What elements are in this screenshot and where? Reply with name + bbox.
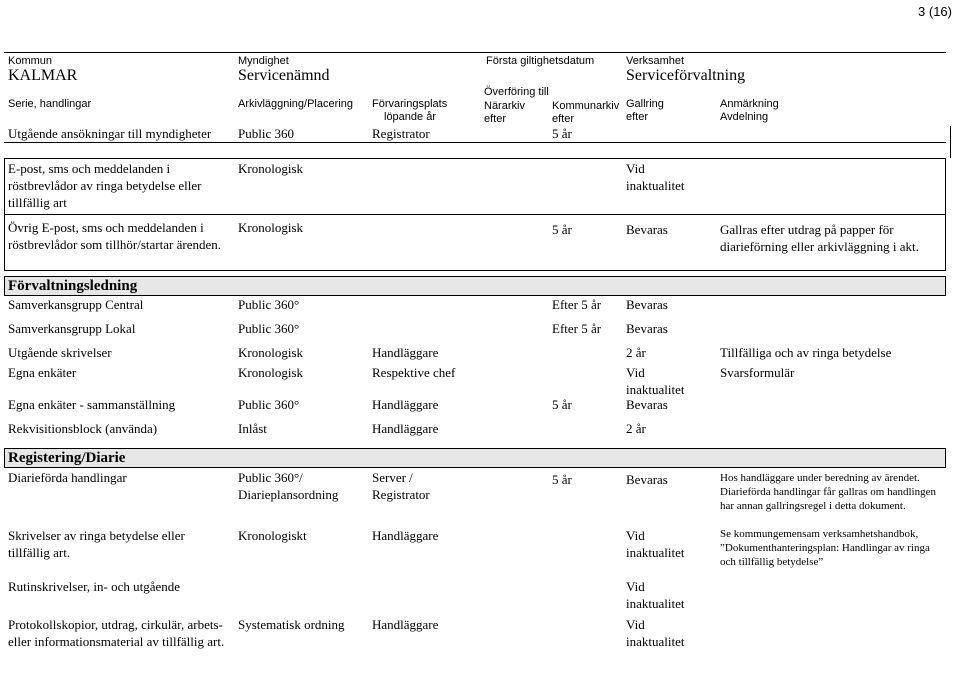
table-row: Handläggare [372,397,439,412]
myndighet-label: Myndighet [238,55,289,67]
page-number: 3 (16) [918,4,952,19]
gallring-efter: efter [626,111,649,123]
serie-label: Serie, handlingar [8,98,92,110]
verksamhet-label: Verksamhet [626,55,685,67]
section-registering-left [4,448,5,468]
anmarkning-label: Anmärkning [720,98,779,110]
table-row: Public 360° [238,321,300,336]
table-row: Utgående skrivelser [8,345,112,360]
table-row: Bevaras [626,321,668,336]
block1-left [4,158,5,270]
table-row: Bevaras [626,297,668,312]
table-row: Public 360°/ Diarieplansordning [238,470,339,502]
table-row: Samverkansgrupp Lokal [8,321,136,336]
table-row: Public 360° [238,397,300,412]
table-row: Bevaras [626,397,668,412]
kommun-value: KALMAR [8,67,78,84]
table-row: Respektive chef [372,365,456,380]
sub-arkiv: Public 360 [238,126,294,141]
block1-top [4,158,946,159]
header-bottom-rule [4,142,946,143]
kommun-label: Kommun [8,55,53,67]
section-band-forvaltning [4,276,946,295]
table-row: Diarieförda handlingar [8,470,127,485]
table-row: Skrivelser av ringa betydelse eller tillfällig art. [8,528,185,560]
section-band-registering [4,448,946,467]
table-row: Efter 5 år [552,297,602,312]
table-row: Efter 5 år [552,321,602,336]
myndighet-value: Servicenämnd [238,67,330,84]
table-row: Kronologiskt [238,528,307,543]
table-row: Systematisk ordning [238,617,345,632]
sub-ar: 5 år [552,126,572,141]
block1-mid [4,214,946,215]
table-row: Kronologisk [238,365,303,380]
table-row: Kronologisk [238,345,303,360]
table-row: Rutinskrivelser, in- och utgående [8,579,181,594]
section-forvaltning-top [4,276,946,277]
section-registering-bottom [4,467,946,468]
kommunarkiv-label: Kommunarkiv [552,100,620,112]
table-row: Inlåst [238,421,267,436]
gallring-label: Gallring [626,98,664,110]
table-row: Vid inaktualitet [626,528,685,560]
overforing-label: Överföring till [484,86,549,98]
sub-serie: Utgående ansökningar till myndigheter [8,126,212,141]
list-item: 5 år [552,222,572,237]
table-row: Svarsformulär [720,365,795,380]
table-row: Protokollskopior, utdrag, cirkulär, arbets- eller informationsmaterial av tillfällig art. [8,617,225,649]
block1-bottom [4,270,946,271]
sub-plats: Registrator [372,126,430,141]
header-top-rule [4,52,946,53]
list-item: Kronologisk [238,161,303,176]
table-row: Handläggare [372,617,439,632]
table-row: Bevaras [626,472,668,487]
nararkiv-efter: efter [484,113,507,125]
forsta-giltighetsdatum-label: Första giltighetsdatum [486,55,595,67]
section-registering-right [945,448,946,468]
table-row: Hos handläggare under beredning av ärendet. Diarieförda handlingar får gallras om handlingen har annan gallringsregel i detta dokument. [720,472,936,512]
table-row: Handläggare [372,345,439,360]
list-item: Övrig E-post, sms och meddelanden i röstbrevlådor som tillhör/startar ärenden. [8,220,221,252]
kommunarkiv-efter: efter [552,113,575,125]
lopande-ar-label: löpande år [384,111,436,123]
list-item: Kronologisk [238,220,303,235]
table-row: Vid inaktualitet [626,365,685,397]
section-forvaltning-right [945,276,946,296]
table-row: Tillfälliga och av ringa betydelse [720,345,892,360]
table-row: 2 år [626,421,646,436]
list-item: E-post, sms och meddelanden i röstbrevlådor av ringa betydelse eller tillfällig art [8,161,202,210]
table-row: Se kommungemensam verksamhetshandbok, ”Dokumenthanteringsplan: Handlingar av ringa och tillfällig betydelse” [720,528,930,568]
table-row: Rekvisitionsblock (använda) [8,421,158,436]
verksamhet-value: Serviceförvaltning [626,67,746,84]
block1-right [945,158,946,270]
table-row: Egna enkäter - sammanställning [8,397,176,412]
nararkiv-label: Närarkiv [484,100,525,112]
section-title-registering: Registering/Diarie [8,450,126,466]
section-forvaltning-left [4,276,5,296]
arkivlaggning-label: Arkivläggning/Placering [238,98,353,110]
table-row: Samverkansgrupp Central [8,297,144,312]
header-right-border [950,126,951,158]
table-row: 5 år [552,472,572,487]
table-row: Vid inaktualitet [626,617,685,649]
table-row: Public 360° [238,297,300,312]
forvaringsplats-label: Förvaringsplats [372,98,448,110]
table-row: 2 år [626,345,646,360]
table-row: Handläggare [372,421,439,436]
table-row: Egna enkäter [8,365,77,380]
list-item: Vid inaktualitet [626,161,685,193]
avdelning-label: Avdelning [720,111,769,123]
section-title-forvaltning: Förvaltningsledning [8,278,138,294]
list-item: Bevaras [626,222,668,237]
table-row: 5 år [552,397,572,412]
table-row: Server / Registrator [372,470,430,502]
section-registering-top [4,448,946,449]
table-row: Vid inaktualitet [626,579,685,611]
section-forvaltning-bottom [4,295,946,296]
table-row: Handläggare [372,528,439,543]
list-item: Gallras efter utdrag på papper för diarieförning eller arkivläggning i akt. [720,222,919,254]
